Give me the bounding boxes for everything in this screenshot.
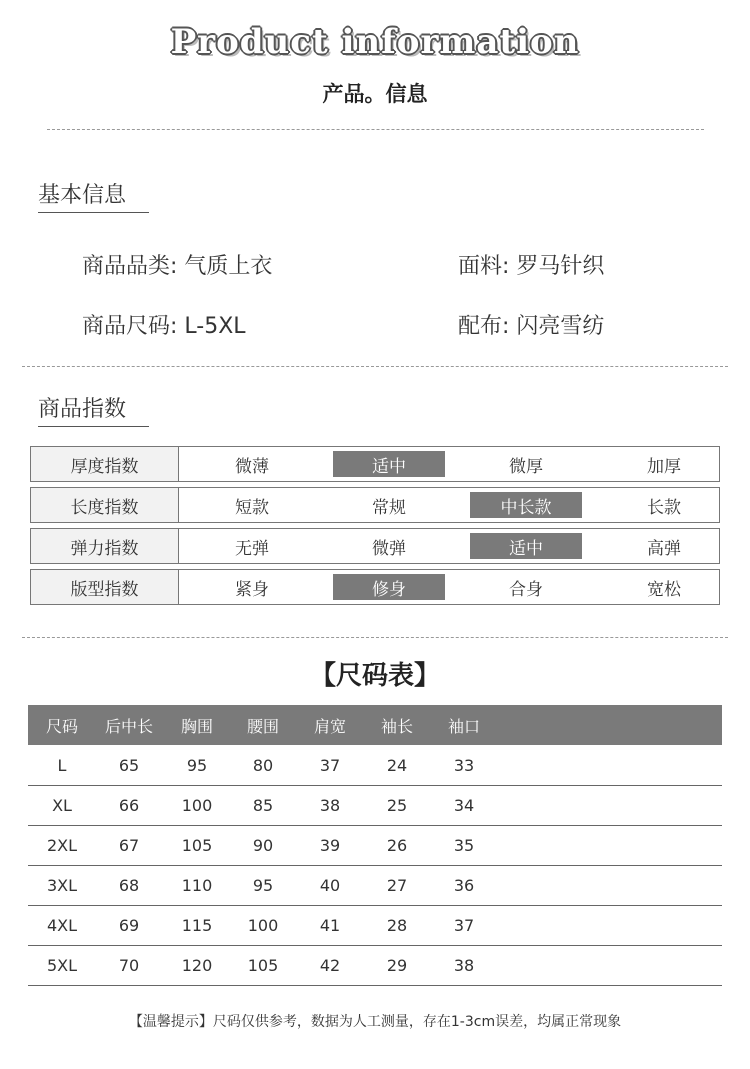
table-row	[28, 906, 722, 946]
size-cell: 115	[181, 916, 213, 935]
table-row	[28, 866, 722, 906]
index-row	[30, 487, 720, 523]
size-cell: 35	[453, 836, 475, 855]
size-cell: 25	[386, 796, 408, 815]
size-cell: 95	[186, 756, 208, 775]
size-cell: 38	[319, 796, 341, 815]
index-options	[179, 529, 719, 563]
info-fabric: 面料: 罗马针织	[458, 254, 605, 279]
table-row	[28, 946, 722, 986]
title-chinese: 产品。信息	[322, 82, 428, 106]
size-cell: 41	[319, 916, 341, 935]
index-row-label: 厚度指数	[31, 447, 179, 481]
size-cell: 66	[118, 796, 140, 815]
index-row-label: 弹力指数	[31, 529, 179, 563]
size-cell: 24	[386, 756, 408, 775]
info-size-range: 商品尺码: L-5XL	[82, 314, 246, 339]
size-table-header	[28, 705, 722, 745]
product-index-title: 商品指数	[38, 397, 127, 422]
size-cell: 100	[247, 916, 279, 935]
header-divider	[47, 129, 704, 130]
size-header-cell: 袖口	[447, 716, 480, 736]
size-cell: 69	[118, 916, 140, 935]
index-option-selected: 中长款	[470, 492, 582, 518]
index-options	[179, 488, 719, 522]
index-row-label: 长度指数	[31, 488, 179, 522]
title-english: Product information	[170, 22, 580, 62]
size-cell: L	[57, 756, 67, 775]
size-cell: 90	[252, 836, 274, 855]
basic-divider	[22, 366, 728, 367]
size-cell: 3XL	[46, 876, 78, 895]
size-cell: 39	[319, 836, 341, 855]
basic-info-title: 基本信息	[38, 183, 127, 208]
size-cell: 65	[118, 756, 140, 775]
size-cell: XL	[52, 796, 72, 815]
index-row-label: 版型指数	[31, 570, 179, 604]
size-cell: 4XL	[46, 916, 78, 935]
index-option: 合身	[509, 579, 543, 600]
index-row	[30, 528, 720, 564]
size-chart-title: 【尺码表】	[309, 661, 440, 691]
size-cell: 110	[181, 876, 213, 895]
size-cell: 37	[453, 916, 475, 935]
table-row	[28, 746, 722, 786]
size-cell: 2XL	[46, 836, 78, 855]
index-option: 微厚	[509, 456, 543, 477]
size-cell: 70	[118, 956, 140, 975]
size-cell: 36	[453, 876, 475, 895]
index-option: 宽松	[647, 579, 681, 600]
size-cell: 120	[181, 956, 213, 975]
table-row	[28, 826, 722, 866]
index-option: 无弹	[235, 538, 269, 559]
size-cell: 26	[386, 836, 408, 855]
index-option-selected: 修身	[333, 574, 445, 600]
size-cell: 28	[386, 916, 408, 935]
size-cell: 40	[319, 876, 341, 895]
index-option: 微薄	[235, 456, 269, 477]
index-option: 常规	[372, 497, 406, 518]
size-tip: 【温馨提示】尺码仅供参考，数据为人工测量，存在1-3cm误差，均属正常现象	[128, 1014, 622, 1030]
index-row	[30, 446, 720, 482]
size-cell: 67	[118, 836, 140, 855]
index-options	[179, 447, 719, 481]
size-cell: 100	[181, 796, 213, 815]
basic-info-underline	[38, 212, 149, 213]
size-header-cell: 肩宽	[313, 716, 346, 736]
size-header-cell: 胸围	[180, 716, 213, 736]
size-cell: 37	[319, 756, 341, 775]
size-cell: 85	[252, 796, 274, 815]
size-header-cell: 腰围	[246, 716, 279, 736]
size-cell: 38	[453, 956, 475, 975]
index-option: 紧身	[235, 579, 269, 600]
size-cell: 27	[386, 876, 408, 895]
index-divider	[22, 637, 728, 638]
index-options	[179, 570, 719, 604]
size-cell: 95	[252, 876, 274, 895]
table-row	[28, 786, 722, 826]
info-lining: 配布: 闪亮雪纺	[458, 314, 605, 339]
index-option: 高弹	[647, 538, 681, 559]
size-cell: 42	[319, 956, 341, 975]
index-option-selected: 适中	[333, 451, 445, 477]
size-cell: 68	[118, 876, 140, 895]
size-header-cell: 后中长	[104, 716, 153, 736]
size-cell: 29	[386, 956, 408, 975]
index-option: 加厚	[647, 456, 681, 477]
index-row	[30, 569, 720, 605]
size-cell: 80	[252, 756, 274, 775]
size-cell: 34	[453, 796, 475, 815]
index-option: 长款	[647, 497, 681, 518]
index-option-selected: 适中	[470, 533, 582, 559]
size-cell: 5XL	[46, 956, 78, 975]
size-cell: 105	[181, 836, 213, 855]
size-cell: 33	[453, 756, 475, 775]
size-cell: 105	[247, 956, 279, 975]
product-index-underline	[38, 426, 149, 427]
index-option: 微弹	[372, 538, 406, 559]
info-category: 商品品类: 气质上衣	[82, 254, 273, 279]
size-header-cell: 袖长	[380, 716, 413, 736]
index-option: 短款	[235, 497, 269, 518]
size-header-cell: 尺码	[45, 716, 78, 736]
